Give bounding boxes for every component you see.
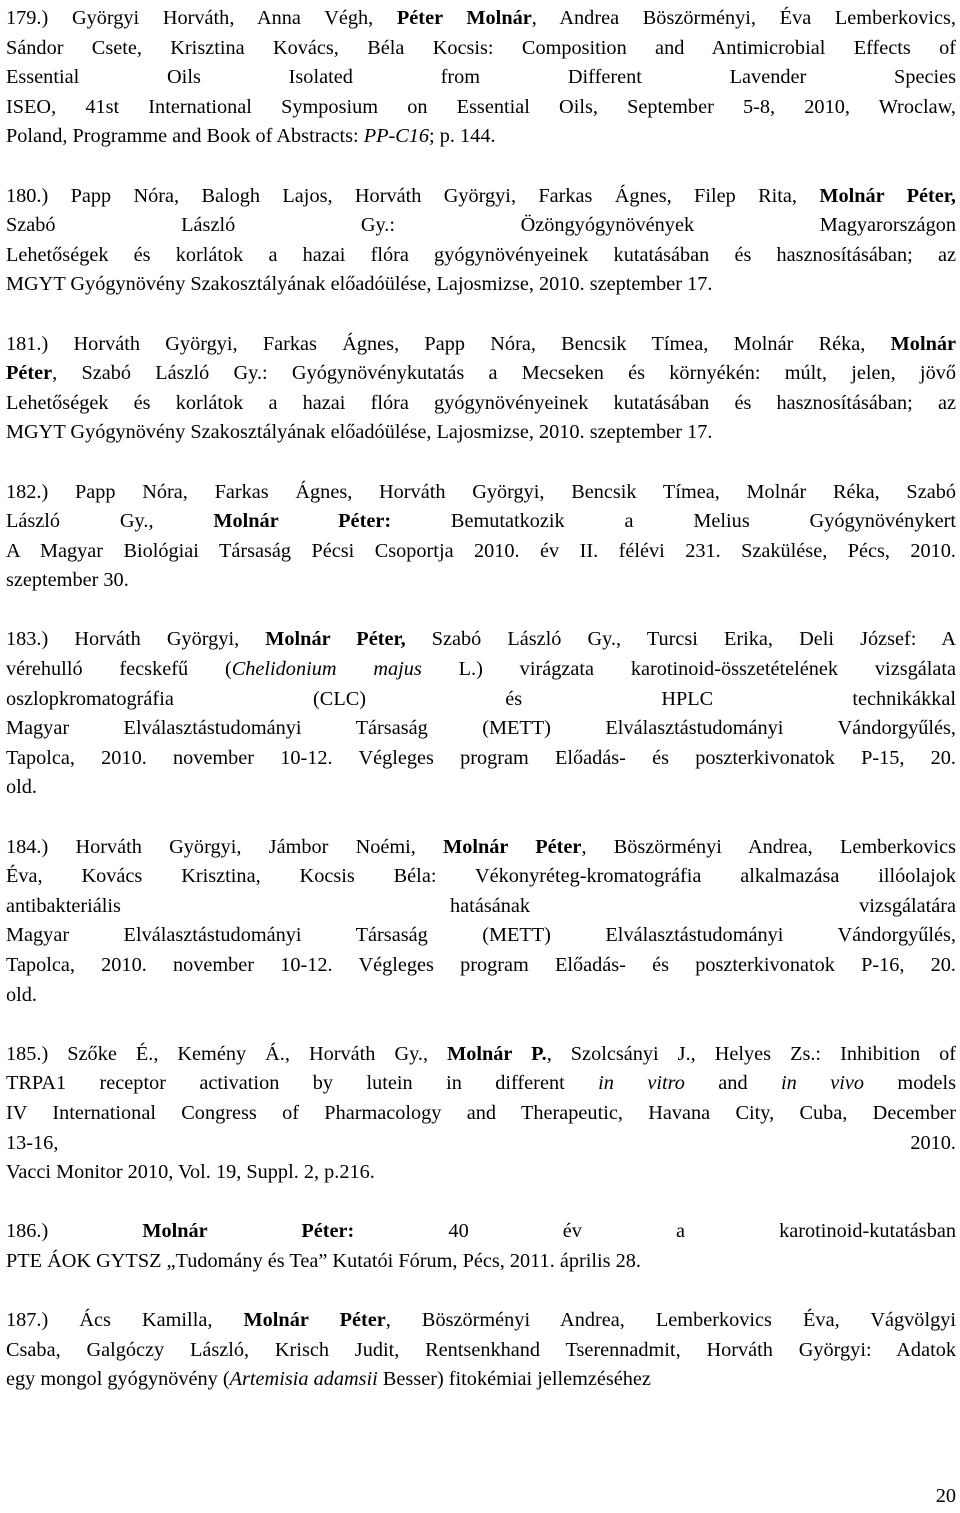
publication-entry-183 [6, 625, 956, 803]
author-highlight: Molnár Péter [443, 835, 582, 858]
text-segment: Magyar Elválasztástudományi Társaság (METT) Elválasztástudományi Vándorgyűlés, [6, 924, 956, 947]
author-highlight: Molnár Péter: [142, 1220, 355, 1243]
author-highlight: Molnár P. [447, 1042, 547, 1065]
text-segment: 183.) Horváth Györgyi, [6, 628, 266, 651]
entry-line [6, 833, 956, 863]
text-segment: 181.) Horváth Györgyi, Farkas Ágnes, Papp Nóra, Bencsik Tímea, Molnár Réka, [6, 332, 891, 355]
text-segment: , Andrea Böszörményi, Éva Lemberkovics, [531, 7, 956, 29]
entry-line [6, 685, 956, 715]
entry-line [6, 211, 956, 241]
text-segment: Sándor Csete, Krisztina Kovács, Béla Kocsis: Composition and Antimicrobial Effects of [6, 36, 956, 59]
publication-entry-182 [6, 478, 956, 596]
entry-line [6, 537, 956, 567]
text-segment: ; p. 144. [429, 125, 496, 148]
entry-line [6, 744, 956, 774]
italic-text: PP-C16 [363, 125, 430, 148]
text-segment: oszlopkromatográfia (CLC) és HPLC technikákkal [6, 687, 956, 710]
page-number: 20 [935, 1485, 956, 1507]
text-segment: Vacci Monitor 2010, Vol. 19, Suppl. 2, p.216. [6, 1161, 375, 1184]
text-segment: 180.) Papp Nóra, Balogh Lajos, Horváth Györgyi, Farkas Ágnes, Filep Rita, [6, 184, 820, 207]
entry-line [6, 478, 956, 508]
author-highlight: Péter [6, 362, 53, 385]
publication-entry-187 [6, 1306, 956, 1395]
text-segment: 179.) Györgyi Horváth, Anna Végh, [6, 7, 397, 29]
author-highlight: Molnár Péter, [265, 628, 406, 651]
text-segment: 13-16, 2010. [6, 1131, 956, 1154]
text-segment: , Böszörményi Andrea, Lemberkovics [581, 835, 956, 858]
entry-line [6, 981, 956, 1011]
text-segment: Poland, Programme and Book of Abstracts: [6, 125, 364, 148]
text-segment: Csaba, Galgóczy László, Krisch Judit, Rentsenkhand Tserennadmit, Horváth Györgyi: Adatok [6, 1338, 956, 1361]
entry-line [6, 359, 956, 389]
text-segment: Lehetőségek és korlátok a hazai flóra gyógynövényeinek kutatásában és hasznosításában; az [6, 243, 956, 266]
entry-line [6, 1099, 956, 1129]
entry-line [6, 4, 956, 34]
entry-line [6, 330, 956, 360]
entry-line [6, 1069, 956, 1099]
entry-line [6, 1247, 956, 1277]
text-segment: szeptember 30. [6, 569, 129, 592]
text-segment: MGYT Gyógynövény Szakosztályának előadóülése, Lajosmizse, 2010. szeptember 17. [6, 273, 713, 296]
entry-line [6, 93, 956, 123]
text-segment: 186.) [6, 1220, 143, 1243]
publication-entry-185 [6, 1040, 956, 1188]
entry-line [6, 566, 956, 596]
text-segment: A Magyar Biológiai Társaság Pécsi Csoportja 2010. év II. félévi 231. Szakülése, Pécs, 2010. [6, 539, 956, 562]
publication-entry-179 [6, 4, 956, 152]
entry-line [6, 1306, 956, 1336]
text-segment: PTE ÁOK GYTSZ „Tudomány és Tea” Kutatói Fórum, Pécs, 2011. április 28. [6, 1249, 641, 1272]
text-segment: vérehulló fecskefű ( [6, 658, 232, 681]
author-highlight: Molnár Péter [243, 1309, 386, 1332]
entry-line [6, 951, 956, 981]
text-segment: models [864, 1072, 957, 1095]
entry-line [6, 34, 956, 64]
entry-line [6, 1158, 956, 1188]
entry-line [6, 921, 956, 951]
text-segment: Lehetőségek és korlátok a hazai flóra gyógynövényeinek kutatásában és hasznosításában; az [6, 391, 956, 414]
text-segment: Szabó László Gy., Turcsi Erika, Deli József: A [405, 628, 956, 651]
text-segment: Besser) fitokémiai jellemzéséhez [377, 1368, 651, 1391]
author-highlight: Molnár Péter, [819, 184, 956, 207]
entry-line [6, 270, 956, 300]
entry-line [6, 1217, 956, 1247]
italic-text: in vivo [781, 1072, 864, 1095]
text-segment: Magyar Elválasztástudományi Társaság (METT) Elválasztástudományi Vándorgyűlés, [6, 717, 956, 740]
text-segment: Tapolca, 2010. november 10-12. Végleges program Előadás- és poszterkivonatok P-16, 20. [6, 954, 956, 976]
entry-line [6, 862, 956, 892]
entry-line [6, 625, 956, 655]
text-segment: Tapolca, 2010. november 10-12. Végleges program Előadás- és poszterkivonatok P-15, 20. [6, 746, 956, 769]
text-segment: 182.) Papp Nóra, Farkas Ágnes, Horváth Györgyi, Bencsik Tímea, Molnár Réka, Szabó [6, 480, 956, 503]
text-segment: Bemutatkozik a Melius Gyógynövénykert [391, 510, 956, 533]
text-segment: , Böszörményi Andrea, Lemberkovics Éva, Vágvölgyi [385, 1309, 957, 1332]
entry-line [6, 1336, 956, 1366]
author-highlight: Molnár Péter: [213, 510, 392, 533]
entry-line [6, 241, 956, 271]
entry-line [6, 892, 956, 922]
entry-line [6, 63, 956, 93]
entry-line [6, 773, 956, 803]
entry-line [6, 389, 956, 419]
entry-line [6, 1365, 956, 1395]
text-segment: 187.) Ács Kamilla, [6, 1309, 244, 1332]
entry-line [6, 418, 956, 448]
text-segment: egy mongol gyógynövény ( [6, 1368, 230, 1391]
italic-text: Chelidonium majus [231, 658, 422, 681]
text-segment: MGYT Gyógynövény Szakosztályának előadóülése, Lajosmizse, 2010. szeptember 17. [6, 421, 713, 444]
entry-line [6, 1129, 956, 1159]
text-segment: old. [6, 983, 37, 1006]
text-segment: Essential Oils Isolated from Different Lavender Species [6, 66, 956, 89]
publication-entry-184 [6, 833, 956, 1011]
publication-entry-186 [6, 1217, 956, 1276]
text-segment: old. [6, 776, 37, 799]
text-segment: 184.) Horváth Györgyi, Jámbor Noémi, [6, 835, 444, 858]
text-segment: IV International Congress of Pharmacology and Therapeutic, Havana City, Cuba, December [6, 1101, 956, 1124]
italic-text: in vitro [598, 1072, 685, 1095]
text-segment: , Szolcsányi J., Helyes Zs.: Inhibition of [546, 1042, 957, 1065]
text-segment: László Gy., [6, 510, 214, 533]
text-segment: L.) virágzata karotinoid-összetételének vizsgálata [421, 658, 956, 681]
text-segment: and [684, 1072, 782, 1095]
publication-list [6, 4, 956, 1425]
text-segment: Éva, Kovács Krisztina, Kocsis Béla: Vékonyréteg-kromatográfia alkalmazása illóolajok [6, 865, 956, 888]
author-highlight: Molnár [890, 332, 956, 355]
text-segment: ISEO, 41st International Symposium on Essential Oils, September 5-8, 2010, Wroclaw, [6, 95, 956, 118]
text-segment: antibakteriális hatásának vizsgálatára [6, 894, 956, 917]
author-highlight: Péter Molnár [396, 7, 532, 29]
text-segment: 40 év a karotinoid-kutatásban [354, 1220, 956, 1243]
text-segment: , Szabó László Gy.: Gyógynövénykutatás a Mecseken és környékén: múlt, jelen, jövő [52, 362, 956, 385]
text-segment: 185.) Szőke É., Kemény Á., Horváth Gy., [6, 1042, 448, 1065]
entry-line [6, 655, 956, 685]
publication-entry-180 [6, 182, 956, 300]
publication-entry-181 [6, 330, 956, 448]
text-segment: TRPA1 receptor activation by lutein in different [6, 1072, 599, 1095]
text-segment: Szabó László Gy.: Özöngyógynövények Magyarországon [6, 214, 956, 237]
entry-line [6, 714, 956, 744]
entry-line [6, 182, 956, 212]
italic-text: Artemisia adamsii [229, 1368, 378, 1391]
entry-line [6, 1040, 956, 1070]
entry-line [6, 507, 956, 537]
entry-line [6, 122, 956, 152]
